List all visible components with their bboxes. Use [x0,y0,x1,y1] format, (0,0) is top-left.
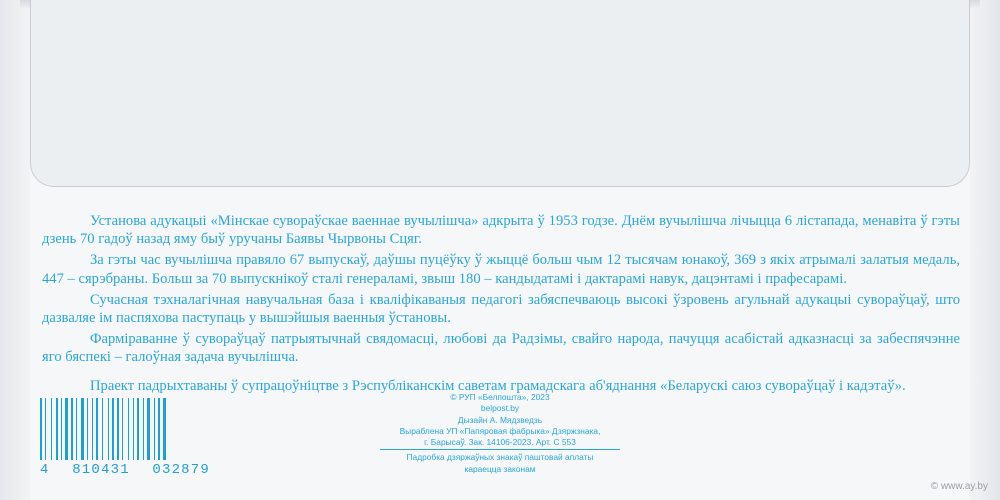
barcode-bar [43,398,44,460]
barcode-bar [40,398,42,460]
barcode-digit-group-1: 810431 [72,462,130,478]
paragraph-history: Установа адукацыі «Мінскае суворaўскае ваеннае вучылішча» адкрыта ў 1953 годзе. Днём вучылішча лічыцца 6 лістапада, менавіта ў гэты дзень 70 гадоў назад яму быў уручаны Баявы Чырвоны Сцяг. [42,213,960,248]
description-text [42,212,960,398]
barcode-digits [40,462,210,478]
barcode-bar [137,398,139,460]
barcode-bar [61,398,62,460]
barcode-bar [163,398,166,460]
barcode-bar [128,398,129,460]
paragraph-project: Праект падрыхтаваны ў супрацоўніцтве з Рэспубліканскім саветам грамадскага аб'яднання «Беларускі саюз суворaўцаў і кадэтаў». [90,377,906,394]
barcode-bar [145,398,146,460]
barcode-bar [130,398,132,460]
barcode-bar [112,398,114,460]
envelope-flap [30,0,970,187]
barcode-bar [158,398,160,460]
barcode-bar [94,398,95,460]
envelope-left-edge [0,0,30,500]
barcode-bar [122,398,123,460]
envelope-right-edge [970,0,1000,500]
barcode-bar [102,398,103,460]
barcode-bar [151,398,153,460]
imprint-order: г. Барысаў. Зак. 14106-2023. Арт. С 553 [424,437,576,448]
barcode-bar [108,398,109,460]
barcode-bar [96,398,98,460]
imprint-copyright: © РУП «Белпошта», 2023 [450,392,550,402]
barcode-digit-group-2: 032879 [152,462,210,478]
barcode-bar [81,398,84,460]
barcode-bar [76,398,77,460]
barcode-bar [161,398,162,460]
barcode-bar [56,398,58,460]
barcode-bar [143,398,144,460]
publisher-imprint [380,392,620,475]
barcode-bar [124,398,127,460]
barcode-bar [117,398,119,460]
barcode [40,398,208,460]
barcode-bar [156,398,157,460]
barcode-bar [110,398,111,460]
barcode-bar [92,398,93,460]
imprint-warning-1: Падробка дзяржаўных знакаў паштовай аплаты [406,452,594,463]
imprint-site: belpost.by [480,403,520,414]
imprint-divider [380,449,620,450]
barcode-bar [59,398,60,460]
barcode-bar [63,398,64,460]
barcode-bar [78,398,80,460]
barcode-bar [140,398,142,460]
barcode-bar [133,398,134,460]
imprint-design: Дызайн А. Мядзведзь [457,414,543,425]
imprint-made: Выраблена УП «Папяровая фабрыка» Дзяржзнака, [399,425,601,436]
barcode-bar [104,398,107,460]
barcode-bar [53,398,55,460]
barcode-bar [147,398,150,460]
paragraph-education: Сучасная тэхналагічная навучальная база і кваліфікаваныя педагогі забяспечваюць высокі ўзровень агульнай адукацыі суворaўцаў, што дазваляе ім паспяхова паступаць у вышэйшыя ваенныя ўстановы. [42,291,960,327]
barcode-bar [65,398,68,460]
paragraph-patriotism: Фарміраванне ў суворaўцаў патрыятычнай свядомасці, любові да Радзімы, свайго народа, пачуцця асабістай адказнасці за забеспячэнне яго бяспекі – галоўная задача вучылішча. [42,331,960,366]
barcode-bar [74,398,75,460]
barcode-bar [69,398,70,460]
barcode-bar [135,398,136,460]
barcode-digit-prefix: 4 [40,462,50,478]
barcode-bar [99,398,101,460]
watermark: © www.ay.by [930,481,988,492]
paragraph-graduates: За гэты час вучылішча правяло 67 выпускаў, даўшы пуцёўку ў жыццё больш чым 12 тысячам юнакоў, 369 з якіх атрымалі залатыя медаль, 447 – сярэбраны. Больш за 70 выпускнікоў сталі генераламі, звыш 180 – кандыдатамі і дактарамі навук, дацэнтамі і прафесарамі. [42,252,960,287]
barcode-bar [45,398,46,460]
barcode-bar [71,398,73,460]
barcode-bar [115,398,116,460]
barcode-bar [120,398,121,460]
barcode-bar [85,398,86,460]
barcode-bar [89,398,91,460]
imprint-warning-2: караецца законам [464,463,536,474]
barcode-bar [154,398,155,460]
barcode-bar [87,398,88,460]
barcode-bar [51,398,52,460]
barcode-bar [47,398,50,460]
